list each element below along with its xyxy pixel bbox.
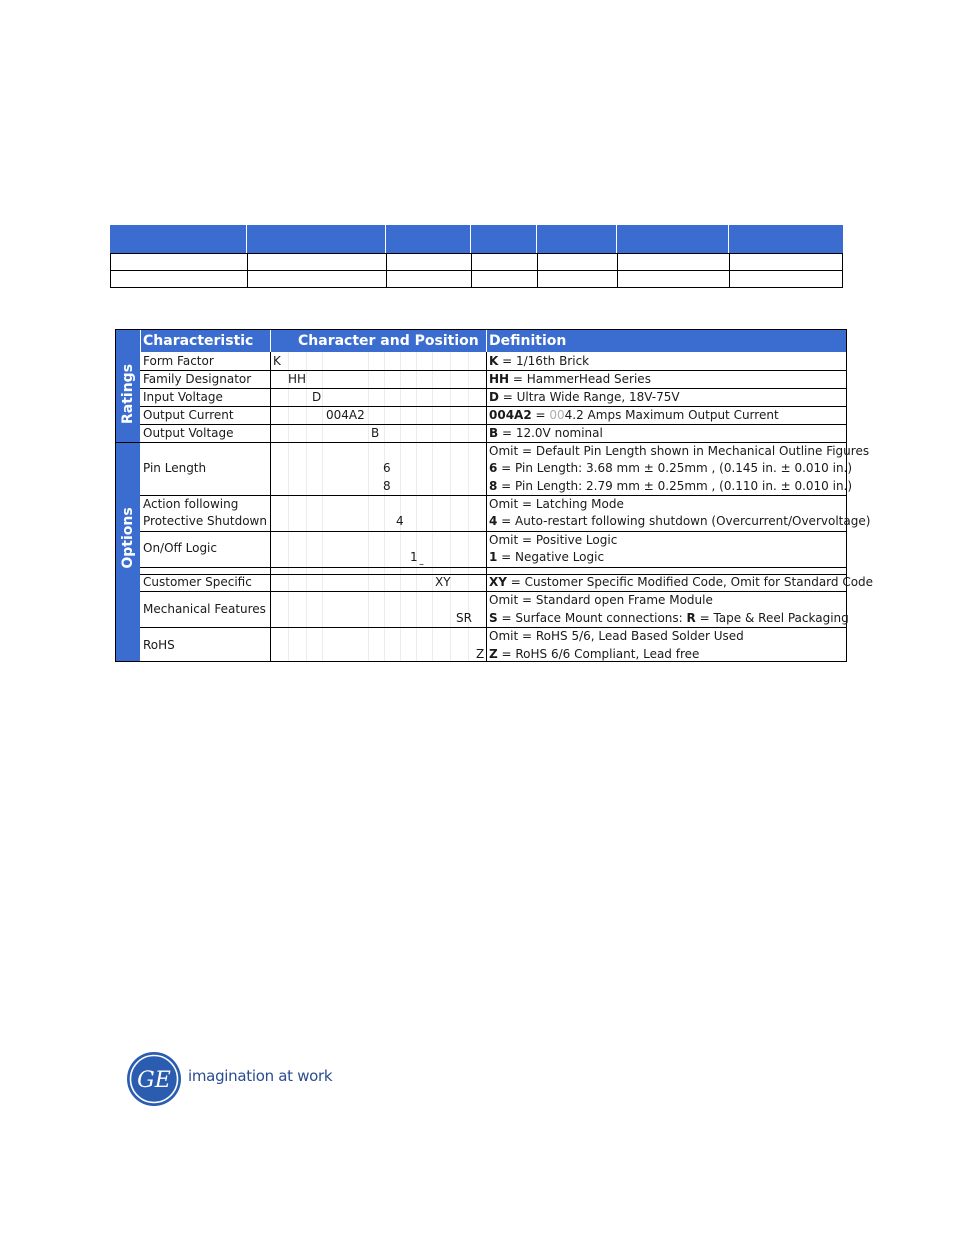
def-action-4: 4 = Auto-restart following shutdown (Overcurrent/Overvoltage): [489, 514, 871, 528]
ge-monogram-icon: [126, 1051, 182, 1107]
code-separator: –: [419, 559, 424, 570]
def-onoff-omit: Omit = Positive Logic: [489, 533, 618, 547]
def-pin-length-8: 8 = Pin Length: 2.79 mm ± 0.25mm , (0.110 in. ± 0.010 in.): [489, 479, 853, 493]
code-customer-specific: XY: [435, 575, 451, 589]
def-mechanical-omit: Omit = Standard open Frame Module: [489, 593, 713, 607]
char-action-shutdown-1: Action following: [143, 497, 239, 511]
def-customer-specific: XY = Customer Specific Modified Code, Omit for Standard Code: [489, 575, 874, 589]
code-form-factor: K: [273, 354, 281, 368]
code-onoff-logic: 1: [410, 550, 418, 564]
char-pin-length: Pin Length: [143, 461, 207, 475]
def-output-voltage: B = 12.0V nominal: [489, 426, 603, 440]
code-action-shutdown: 4: [396, 514, 404, 528]
def-rohs-omit: Omit = RoHS 5/6, Lead Based Solder Used: [489, 629, 744, 643]
char-input-voltage: Input Voltage: [143, 390, 223, 404]
header-characteristic: Characteristic: [143, 333, 254, 349]
code-family-designator: HH: [288, 372, 307, 386]
empty-table-row: [110, 253, 843, 271]
group-label-options: Options: [120, 507, 136, 569]
def-rohs-z: Z = RoHS 6/6 Compliant, Lead free: [489, 647, 700, 661]
empty-table-row: [110, 270, 843, 288]
code-rohs: Z: [476, 647, 485, 661]
code-output-voltage: B: [371, 426, 380, 440]
char-mechanical-features: Mechanical Features: [143, 602, 266, 616]
def-output-current: 004A2 = 004.2 Amps Maximum Output Current: [489, 408, 779, 422]
char-output-current: Output Current: [143, 408, 234, 422]
ordering-code-table: [115, 329, 874, 662]
def-family-designator: HH = HammerHead Series: [489, 372, 651, 386]
empty-spec-table: [110, 225, 843, 289]
ge-logo: [126, 1051, 333, 1107]
char-output-voltage: Output Voltage: [143, 426, 234, 440]
ge-tagline: imagination at work: [188, 1067, 333, 1085]
char-form-factor: Form Factor: [143, 354, 214, 368]
char-onoff-logic: On/Off Logic: [143, 541, 217, 555]
def-pin-length-6: 6 = Pin Length: 3.68 mm ± 0.25mm , (0.145 in. ± 0.010 in.): [489, 461, 853, 475]
code-pin-length-8: 8: [383, 479, 391, 493]
empty-table-header: [110, 225, 843, 253]
def-action-omit: Omit = Latching Mode: [489, 497, 624, 511]
code-input-voltage: D: [312, 390, 322, 404]
def-onoff-1: 1 = Negative Logic: [489, 550, 605, 564]
code-pin-length-6: 6: [383, 461, 391, 475]
header-character-position: Character and Position: [298, 333, 479, 349]
header-definition: Definition: [489, 333, 567, 349]
char-rohs: RoHS: [143, 638, 175, 652]
group-label-ratings: Ratings: [120, 363, 136, 424]
char-action-shutdown-2: Protective Shutdown: [143, 514, 267, 528]
def-pin-length-omit: Omit = Default Pin Length shown in Mechanical Outline Figures: [489, 444, 870, 458]
def-form-factor: K = 1/16th Brick: [489, 354, 590, 368]
char-family-designator: Family Designator: [143, 372, 252, 386]
def-mechanical-s: S = Surface Mount connections: R = Tape & Reel Packaging: [489, 611, 849, 625]
code-output-current: 004A2: [326, 408, 365, 422]
char-customer-specific: Customer Specific: [143, 575, 252, 589]
ge-logo-letters: GE: [137, 1068, 171, 1093]
def-input-voltage: D = Ultra Wide Range, 18V-75V: [489, 390, 680, 404]
code-mechanical-features: SR: [456, 611, 472, 625]
